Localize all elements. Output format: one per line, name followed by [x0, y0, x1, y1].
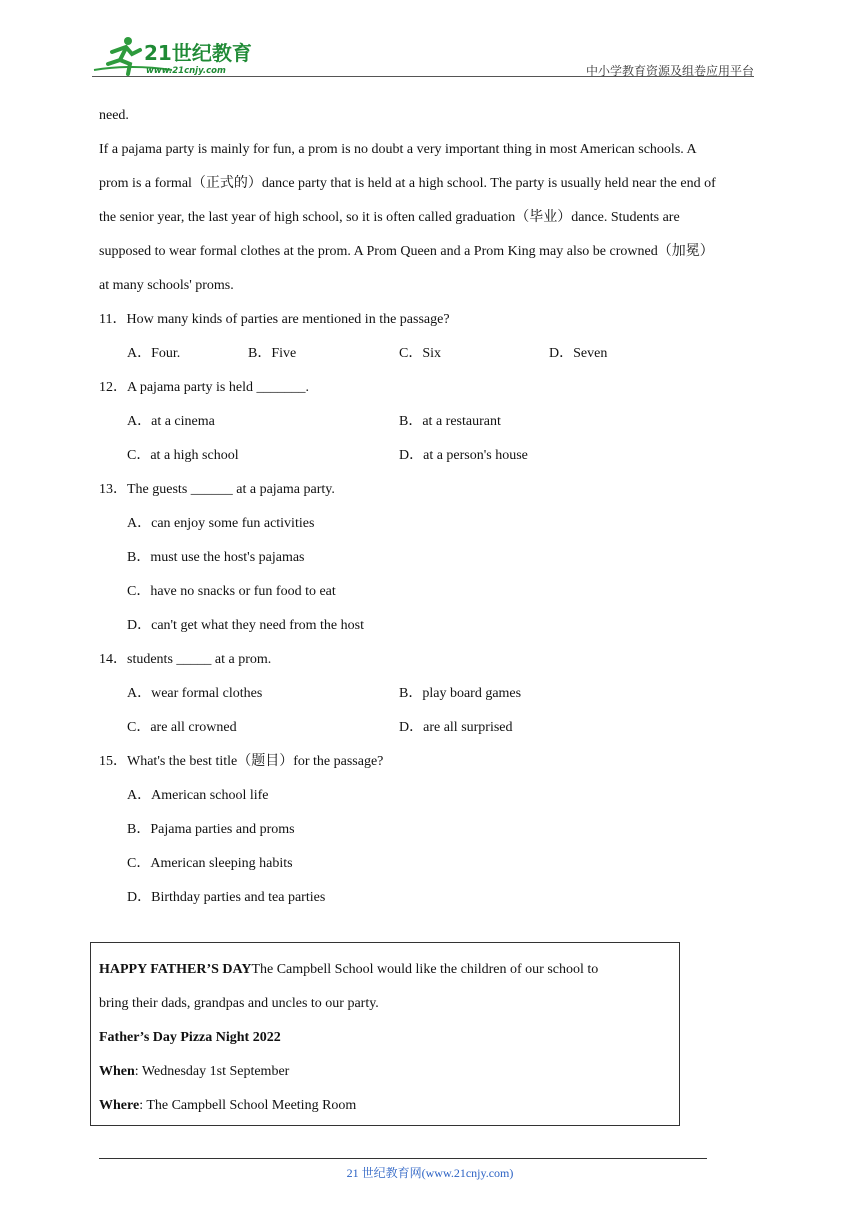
- question-11-stem: 11．How many kinds of parties are mentioned in the passage?: [99, 312, 450, 327]
- option-15-a[interactable]: A．American school life: [127, 788, 269, 803]
- option-14-b[interactable]: B．play board games: [399, 686, 522, 701]
- footer-link[interactable]: 21 世纪教育网(www.21cnjy.com): [346, 1166, 514, 1180]
- option-12-d[interactable]: D．at a person's house: [399, 448, 528, 463]
- notice-when-label: When: [99, 1064, 135, 1079]
- option-12-c[interactable]: C．at a high school: [127, 448, 239, 463]
- notice-intro-1: The Campbell School would like the children of our school to: [251, 962, 599, 977]
- option-13-d[interactable]: D．can't get what they need from the host: [127, 618, 364, 633]
- passage-line: prom is a formal（正式的）dance party that is held at a high school. The party is usually held near the end of: [99, 176, 716, 191]
- passage-line: need.: [99, 108, 129, 123]
- logo-url: www.21cnjy.com: [146, 66, 226, 76]
- notice-where-label: Where: [99, 1098, 140, 1113]
- passage-line: the senior year, the last year of high school, so it is often called graduation（毕业）dance. Students are: [99, 210, 680, 225]
- option-13-b[interactable]: B．must use the host's pajamas: [127, 550, 305, 565]
- notice-when-line: [99, 1062, 289, 1082]
- option-12-b[interactable]: B．at a restaurant: [399, 414, 501, 429]
- footer-divider: [99, 1158, 707, 1159]
- option-15-b[interactable]: B．Pajama parties and proms: [127, 822, 295, 837]
- option-11-a[interactable]: A．Four.: [127, 346, 181, 361]
- option-11-b[interactable]: B．Five: [248, 346, 297, 361]
- notice-intro-2: bring their dads, grandpas and uncles to our party.: [99, 996, 379, 1011]
- passage-line: supposed to wear formal clothes at the prom. A Prom Queen and a Prom King may also be crowned（加冕）: [99, 244, 714, 259]
- option-14-a[interactable]: A．wear formal clothes: [127, 686, 263, 701]
- notice-when-value: : Wednesday 1st September: [134, 1064, 290, 1079]
- question-15-stem: 15．What's the best title（题目）for the passage?: [99, 754, 384, 769]
- option-15-d[interactable]: D．Birthday parties and tea parties: [127, 890, 326, 905]
- question-13-stem: 13．The guests ______ at a pajama party.: [99, 482, 335, 497]
- header-divider: [92, 76, 754, 77]
- option-15-c[interactable]: C．American sleeping habits: [127, 856, 293, 871]
- notice-where-line: [99, 1096, 356, 1116]
- logo-text: 21世纪教育: [144, 41, 252, 65]
- option-12-a[interactable]: A．at a cinema: [127, 414, 215, 429]
- notice-where-value: : The Campbell School Meeting Room: [139, 1098, 357, 1113]
- option-14-d[interactable]: D．are all surprised: [399, 720, 513, 735]
- notice-heading: HAPPY FATHER’S DAY: [99, 962, 252, 977]
- question-12-stem: 12．A pajama party is held _______.: [99, 380, 309, 395]
- notice-event: Father’s Day Pizza Night 2022: [99, 1030, 281, 1045]
- notice-intro-line: [99, 960, 598, 980]
- passage-line: at many schools' proms.: [99, 278, 234, 293]
- option-11-c[interactable]: C．Six: [399, 346, 442, 361]
- passage-line: If a pajama party is mainly for fun, a prom is no doubt a very important thing in most American schools. A: [99, 142, 697, 157]
- header-platform-name: 中小学教育资源及组卷应用平台: [585, 64, 754, 78]
- site-logo: [92, 34, 262, 76]
- option-13-a[interactable]: A．can enjoy some fun activities: [127, 516, 315, 531]
- option-13-c[interactable]: C．have no snacks or fun food to eat: [127, 584, 336, 599]
- option-14-c[interactable]: C．are all crowned: [127, 720, 237, 735]
- question-14-stem: 14．students _____ at a prom.: [99, 652, 272, 667]
- notice-event-title: [99, 1028, 281, 1048]
- option-11-d[interactable]: D．Seven: [549, 346, 608, 361]
